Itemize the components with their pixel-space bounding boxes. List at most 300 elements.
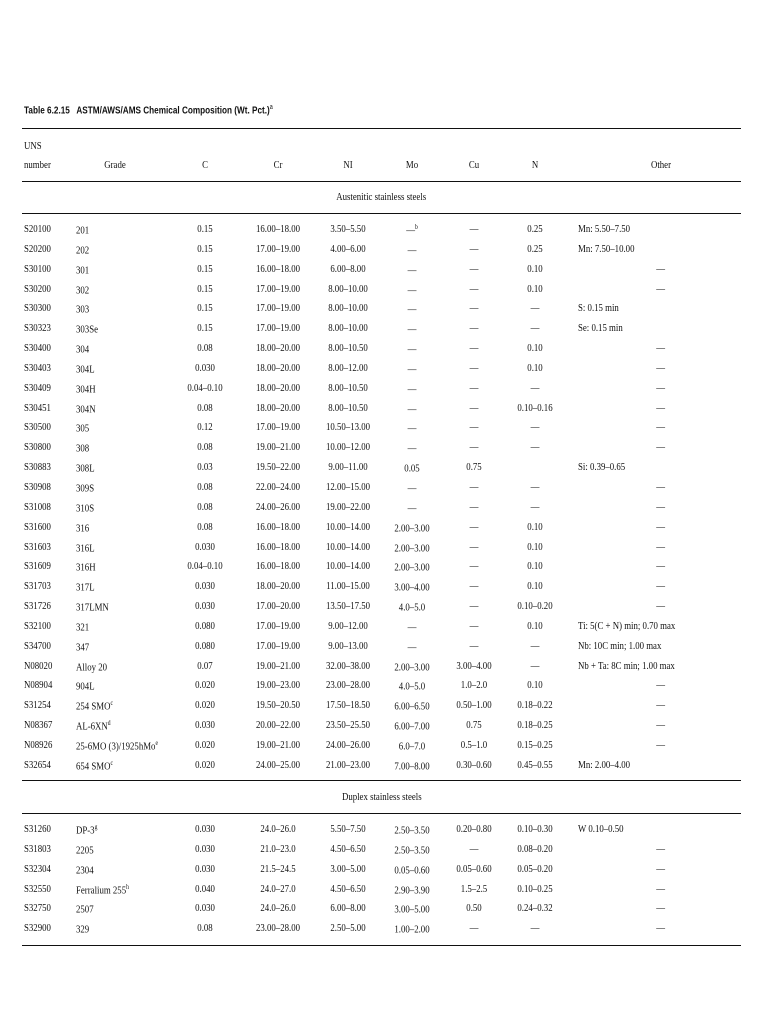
cell-grade: 305 [76,423,90,436]
cell-other-dash: — [656,500,665,513]
cell-mo: 6.0–7.0 [398,740,426,753]
table-row [22,695,741,715]
cell-ni: 21.00–23.00 [326,758,370,771]
cell-other: Mn: 5.50–7.50 [578,223,631,235]
cell-uns: S32100 [24,619,51,632]
cell-uns: S31726 [24,600,51,613]
cell-ni: 19.00–22.00 [326,500,370,513]
cell-ni: 10.00–14.00 [326,540,370,553]
cell-other-dash: — [656,361,665,374]
cell-uns: S30323 [24,322,51,335]
cell-n: 0.15–0.25 [517,738,553,751]
cell-c: 0.08 [197,520,213,533]
cell-other: S: 0.15 min [578,302,619,315]
cell-grade: $AL-6XN^d$ [76,719,111,733]
cell-cr: 16.00–18.00 [256,560,300,573]
table-row [22,457,741,477]
cell-cr: 24.0–26.0 [260,902,296,915]
cell-mo: 2.00–3.00 [394,522,430,535]
cell-other: Mn: 7.50–10.00 [578,242,635,255]
cell-cu: — [469,421,479,434]
cell-other: Ti: 5(C + N) min; 0.70 max [578,619,676,632]
cell-grade: 303 [76,304,90,317]
cell-c: 0.030 [195,600,215,613]
cell-n: — [530,500,540,513]
cell-cu: 0.20–0.80 [456,823,492,835]
table-row [22,675,741,695]
cell-other: Nb + Ta: 8C min; 1.00 max [578,659,675,672]
cell-mo: 2.50–3.50 [394,844,430,857]
table-row [22,715,741,735]
header-cu: Cu [468,159,480,171]
cell-uns: S30500 [24,421,51,434]
cell-cu: — [469,361,479,374]
cell-cu: 1.0–2.0 [460,679,488,692]
header-other: Other [650,159,672,171]
cell-uns: S20100 [24,223,51,235]
cell-grade: 347 [76,641,90,654]
cell-uns: S30403 [24,361,51,374]
cell-grade: 329 [76,923,90,936]
cell-n: — [530,659,540,672]
cell-mo: — [407,343,417,356]
cell-uns: S30451 [24,401,51,414]
cell-mo: 3.00–4.00 [394,581,430,594]
cell-cu: — [469,540,479,553]
cell-n: 0.10 [527,540,543,553]
cell-mo: — [407,423,417,436]
cell-c: 0.040 [195,882,215,895]
cell-grade: 317LMN [76,601,109,614]
cell-ni: 12.00–15.00 [326,480,370,493]
cell-other-dash: — [656,902,665,915]
cell-ni: 8.00–10.50 [328,381,368,394]
table-row [22,879,741,899]
cell-grade: 310S [76,502,95,515]
cell-cr: 19.50–20.50 [256,699,300,712]
cell-cu: — [469,381,479,394]
cell-cr: 16.00–18.00 [256,262,300,275]
cell-other-dash: — [656,882,665,895]
section-rule-austenitic [22,213,741,214]
cell-ni: 5.50–7.50 [330,823,366,835]
cell-other-dash: — [656,441,665,454]
cell-ni: 8.00–12.00 [328,361,368,374]
table-label: Table 6.2.15 [24,104,70,117]
cell-grade: 201 [76,224,90,237]
cell-cu: — [469,842,479,855]
cell-other-dash: — [656,842,665,855]
cell-cr: 24.0–27.0 [260,882,296,895]
cell-ni: 2.50–5.00 [330,922,366,935]
cell-mo: — [407,641,417,654]
cell-c: 0.030 [195,719,215,732]
cell-cr: 17.00–19.00 [256,242,300,255]
cell-other: W 0.10–0.50 [578,823,624,835]
cell-c: 0.080 [195,639,215,652]
cell-cr: 19.00–21.00 [256,441,300,454]
cell-cu: — [469,223,479,235]
cell-mo: 4.0–5.0 [398,681,426,694]
mo-footnote: b [415,223,418,231]
cell-grade: 25-6MO (3)/1925hMo$^e$ [76,738,158,753]
cell-mo: 0.05–0.60 [394,864,430,877]
grade-footnote: c [110,758,113,767]
cell-cu: — [469,302,479,315]
cell-other: Si: 0.39–0.65 [578,461,626,474]
cell-ni: 10.00–12.00 [326,441,370,454]
cell-grade: 304L [76,363,95,376]
cell-ni: 23.50–25.50 [326,719,370,732]
table-row [22,259,741,279]
cell-n: — [530,922,540,935]
cell-cr: 17.00–19.00 [256,302,300,315]
cell-grade: 2205 [76,844,94,857]
cell-n: 0.10 [527,361,543,374]
cell-other-dash: — [656,560,665,573]
cell-ni: 4.00–6.00 [330,242,366,255]
table-row [22,576,741,596]
cell-uns: S31008 [24,500,51,513]
cell-cr: 17.00–19.00 [256,282,300,295]
cell-n: 0.08–0.20 [517,842,553,855]
cell-ni: 8.00–10.00 [328,282,368,295]
cell-n: — [530,480,540,493]
cell-grade: 904L [76,681,95,694]
cell-cu: — [469,600,479,613]
cell-other-dash: — [656,381,665,394]
cell-c: 0.12 [197,421,213,434]
cell-grade: Ferralium 255$^h$ [76,882,129,897]
header-cr: Cr [273,159,283,171]
cell-c: 0.030 [195,842,215,855]
cell-other-dash: — [656,421,665,434]
cell-c: 0.15 [197,223,213,235]
cell-other-dash: — [656,699,665,712]
cell-n: 0.25 [527,242,543,255]
cell-other-dash: — [656,580,665,593]
cell-cr: 17.00–20.00 [256,600,300,613]
cell-cu: — [469,500,479,513]
cell-other-dash: — [656,922,665,935]
cell-cu: — [469,401,479,414]
cell-other: Se: 0.15 min [578,322,623,335]
cell-ni: 8.00–10.50 [328,342,368,355]
cell-cu: — [469,242,479,255]
cell-other-dash: — [656,679,665,692]
cell-grade: 254 SMO$^c$ [76,699,113,713]
cell-n: 0.10 [527,619,543,632]
cell-cr: 16.00–18.00 [256,520,300,533]
cell-ni: 3.00–5.00 [330,862,366,875]
cell-c: 0.020 [195,758,215,771]
cell-cu: 0.05–0.60 [456,862,492,875]
cell-cu: — [469,322,479,335]
cell-cr: 24.00–26.00 [256,500,300,513]
header-uns-line2: number [24,159,51,171]
table-row [22,755,741,775]
cell-other-dash: — [656,862,665,875]
cell-mo: — [407,244,417,257]
cell-grade: 316H [76,562,96,574]
table-row [22,596,741,616]
cell-mo: —$^b$ [406,223,418,237]
cell-mo: 6.00–7.00 [394,720,430,733]
cell-ni: 32.00–38.00 [326,659,370,672]
cell-ni: 3.50–5.50 [330,223,366,235]
cell-grade: 316L [76,542,95,555]
cell-uns: S31254 [24,699,51,712]
cell-mo: 0.05 [404,462,420,475]
cell-c: 0.15 [197,262,213,275]
cell-c: 0.03 [197,461,213,474]
cell-mo: 2.00–3.00 [394,661,430,674]
cell-uns: S30400 [24,342,51,355]
cell-cu: 0.50 [466,902,482,915]
cell-cu: — [469,262,479,275]
table-caption [24,104,586,117]
cell-other-dash: — [656,480,665,493]
cell-uns: S31600 [24,520,51,533]
cell-ni: 4.50–6.50 [330,882,366,895]
cell-other-dash: — [656,342,665,355]
cell-uns: S32900 [24,922,51,935]
cell-ni: 8.00–10.50 [328,401,368,414]
cell-n: — [530,302,540,315]
cell-grade: 304 [76,343,90,356]
cell-n: 0.24–0.32 [517,902,553,915]
table-row [22,378,741,398]
cell-cr: 19.00–23.00 [256,679,300,692]
cell-c: 0.030 [195,361,215,374]
cell-uns: S32654 [24,758,51,771]
cell-c: 0.15 [197,242,213,255]
cell-cr: 23.00–28.00 [256,922,300,935]
cell-cr: 16.00–18.00 [256,540,300,553]
cell-ni: 6.00–8.00 [330,262,366,275]
cell-uns: S30100 [24,262,51,275]
cell-cr: 17.00–19.00 [256,639,300,652]
table-row [22,279,741,299]
table-row [22,819,741,839]
cell-c: 0.08 [197,480,213,493]
cell-n: 0.10 [527,520,543,533]
cell-ni: 8.00–10.00 [328,322,368,335]
cell-other-dash: — [656,738,665,751]
table-row [22,318,741,338]
cell-c: 0.030 [195,580,215,593]
cell-cu: — [469,520,479,533]
cell-ni: 11.00–15.00 [326,580,370,593]
cell-uns: S30200 [24,282,51,295]
cell-cu: — [469,282,479,295]
table-row [22,497,741,517]
cell-uns: S32750 [24,902,51,915]
cell-n: 0.10–0.20 [517,600,553,613]
table-body-duplex [22,819,741,938]
cell-uns: N08926 [24,738,53,751]
cell-other-dash: — [656,401,665,414]
header-c: C [202,159,208,171]
section-title-duplex: Duplex stainless steels [341,791,422,803]
cell-uns: S30800 [24,441,51,454]
cell-n: 0.10–0.25 [517,882,553,895]
section-rule-top-duplex [22,780,741,781]
cell-cr: 24.00–25.00 [256,758,300,771]
cell-mo: 2.00–3.00 [394,562,430,574]
cell-cr: 19.00–21.00 [256,659,300,672]
cell-mo: — [407,502,417,515]
cell-uns: S31803 [24,842,51,855]
cell-uns: N08367 [24,719,53,732]
cell-uns: N08020 [24,659,53,672]
cell-cu: 3.00–4.00 [456,659,492,672]
cell-cu: 0.50–1.00 [456,699,492,712]
cell-other: Mn: 2.00–4.00 [578,758,631,771]
cell-other-dash: — [656,282,665,295]
cell-cu: — [469,619,479,632]
header-uns-line1: UNS [24,140,42,152]
cell-mo: 7.00–8.00 [394,760,430,773]
cell-mo: — [407,403,417,416]
header-grade: Grade [104,159,126,171]
cell-mo: — [407,264,417,277]
cell-grade: 321 [76,621,90,634]
cell-cr: 18.00–20.00 [256,401,300,414]
cell-cu: 0.30–0.60 [456,758,492,771]
cell-other-dash: — [656,719,665,732]
cell-cu: — [469,441,479,454]
cell-c: 0.15 [197,282,213,295]
cell-mo: — [407,621,417,634]
cell-c: 0.020 [195,699,215,712]
cell-uns: S30409 [24,381,51,394]
cell-cr: 21.5–24.5 [260,862,296,875]
cell-ni: 24.00–26.00 [326,738,370,751]
cell-cr: 19.50–22.00 [256,461,300,474]
cell-grade: 301 [76,264,90,277]
cell-ni: 9.00–11.00 [328,461,368,474]
cell-uns: S31603 [24,540,51,553]
cell-uns: S32550 [24,882,51,895]
cell-mo: — [407,323,417,336]
table-row [22,239,741,259]
cell-grade: Alloy 20 [76,661,108,674]
grade-footnote: g [94,823,98,831]
cell-n: 0.18–0.25 [517,719,553,732]
cell-cr: 18.00–20.00 [256,361,300,374]
cell-grade: 304H [76,383,96,396]
cell-n: 0.10 [527,342,543,355]
cell-mo: — [407,363,417,376]
cell-c: 0.08 [197,441,213,454]
cell-ni: 13.50–17.50 [326,600,370,613]
table-row [22,298,741,318]
table-title: ASTM/AWS/AMS Chemical Composition (Wt. Pct.) [76,104,270,117]
cell-c: 0.030 [195,823,215,835]
cell-mo: 4.0–5.0 [398,601,426,614]
cell-cr: 20.00–22.00 [256,719,300,732]
table-row [22,358,741,378]
cell-cu: — [469,639,479,652]
cell-n: 0.25 [527,223,543,235]
table-body-austenitic [22,219,741,775]
header-rule [22,181,741,182]
cell-ni: 6.00–8.00 [330,902,366,915]
cell-cr: 24.0–26.0 [260,823,296,835]
cell-n: — [530,639,540,652]
table-row [22,417,741,437]
cell-c: 0.08 [197,500,213,513]
cell-mo: 1.00–2.00 [394,923,430,936]
cell-cr: 19.00–21.00 [256,738,300,751]
cell-c: 0.08 [197,922,213,935]
table-row [22,636,741,656]
cell-c: 0.030 [195,902,215,915]
cell-c: 0.030 [195,862,215,875]
cell-cu: 1.5–2.5 [460,882,488,895]
cell-cr: 17.00–19.00 [256,619,300,632]
grade-footnote: d [107,719,111,728]
cell-c: 0.15 [197,322,213,335]
cell-mo: — [407,284,417,297]
cell-mo: 2.00–3.00 [394,542,430,555]
table-row [22,517,741,537]
cell-cr: 17.00–19.00 [256,421,300,434]
cell-other-dash: — [656,600,665,613]
cell-n: 0.10–0.30 [517,823,553,835]
cell-c: 0.08 [197,342,213,355]
cell-grade: 308 [76,442,90,455]
cell-c: 0.04–0.10 [187,381,223,394]
cell-uns: S30300 [24,302,51,315]
cell-grade: 309S [76,482,95,495]
cell-c: 0.04–0.10 [187,560,223,573]
cell-ni: 10.00–14.00 [326,560,370,573]
cell-cr: 18.00–20.00 [256,381,300,394]
cell-ni: 10.00–14.00 [326,520,370,533]
cell-uns: S31609 [24,560,51,573]
header-n: N [531,159,539,171]
cell-ni: 17.50–18.50 [326,699,370,712]
cell-c: 0.08 [197,401,213,414]
cell-mo: — [407,442,417,455]
cell-cu: — [469,342,479,355]
cell-cr: 16.00–18.00 [256,223,300,235]
cell-cr: 17.00–19.00 [256,322,300,335]
table-row [22,616,741,636]
cell-c: 0.030 [195,540,215,553]
cell-uns: S30883 [24,461,51,474]
cell-mo: 2.90–3.90 [394,884,430,897]
bottom-rule [22,945,741,946]
table-row [22,656,741,676]
cell-mo: 3.00–5.00 [394,904,430,917]
header-ni: NI [343,159,353,171]
table-row [22,338,741,358]
cell-uns: N08904 [24,679,53,692]
cell-mo: — [407,304,417,317]
caption-footnote: a [269,104,273,111]
cell-n: 0.18–0.22 [517,699,553,712]
cell-ni: 4.50–6.50 [330,842,366,855]
cell-c: 0.15 [197,302,213,315]
cell-c: 0.020 [195,738,215,751]
cell-c: 0.080 [195,619,215,632]
cell-mo: — [407,482,417,495]
cell-n: 0.10 [527,560,543,573]
cell-mo: 2.50–3.50 [394,824,430,837]
